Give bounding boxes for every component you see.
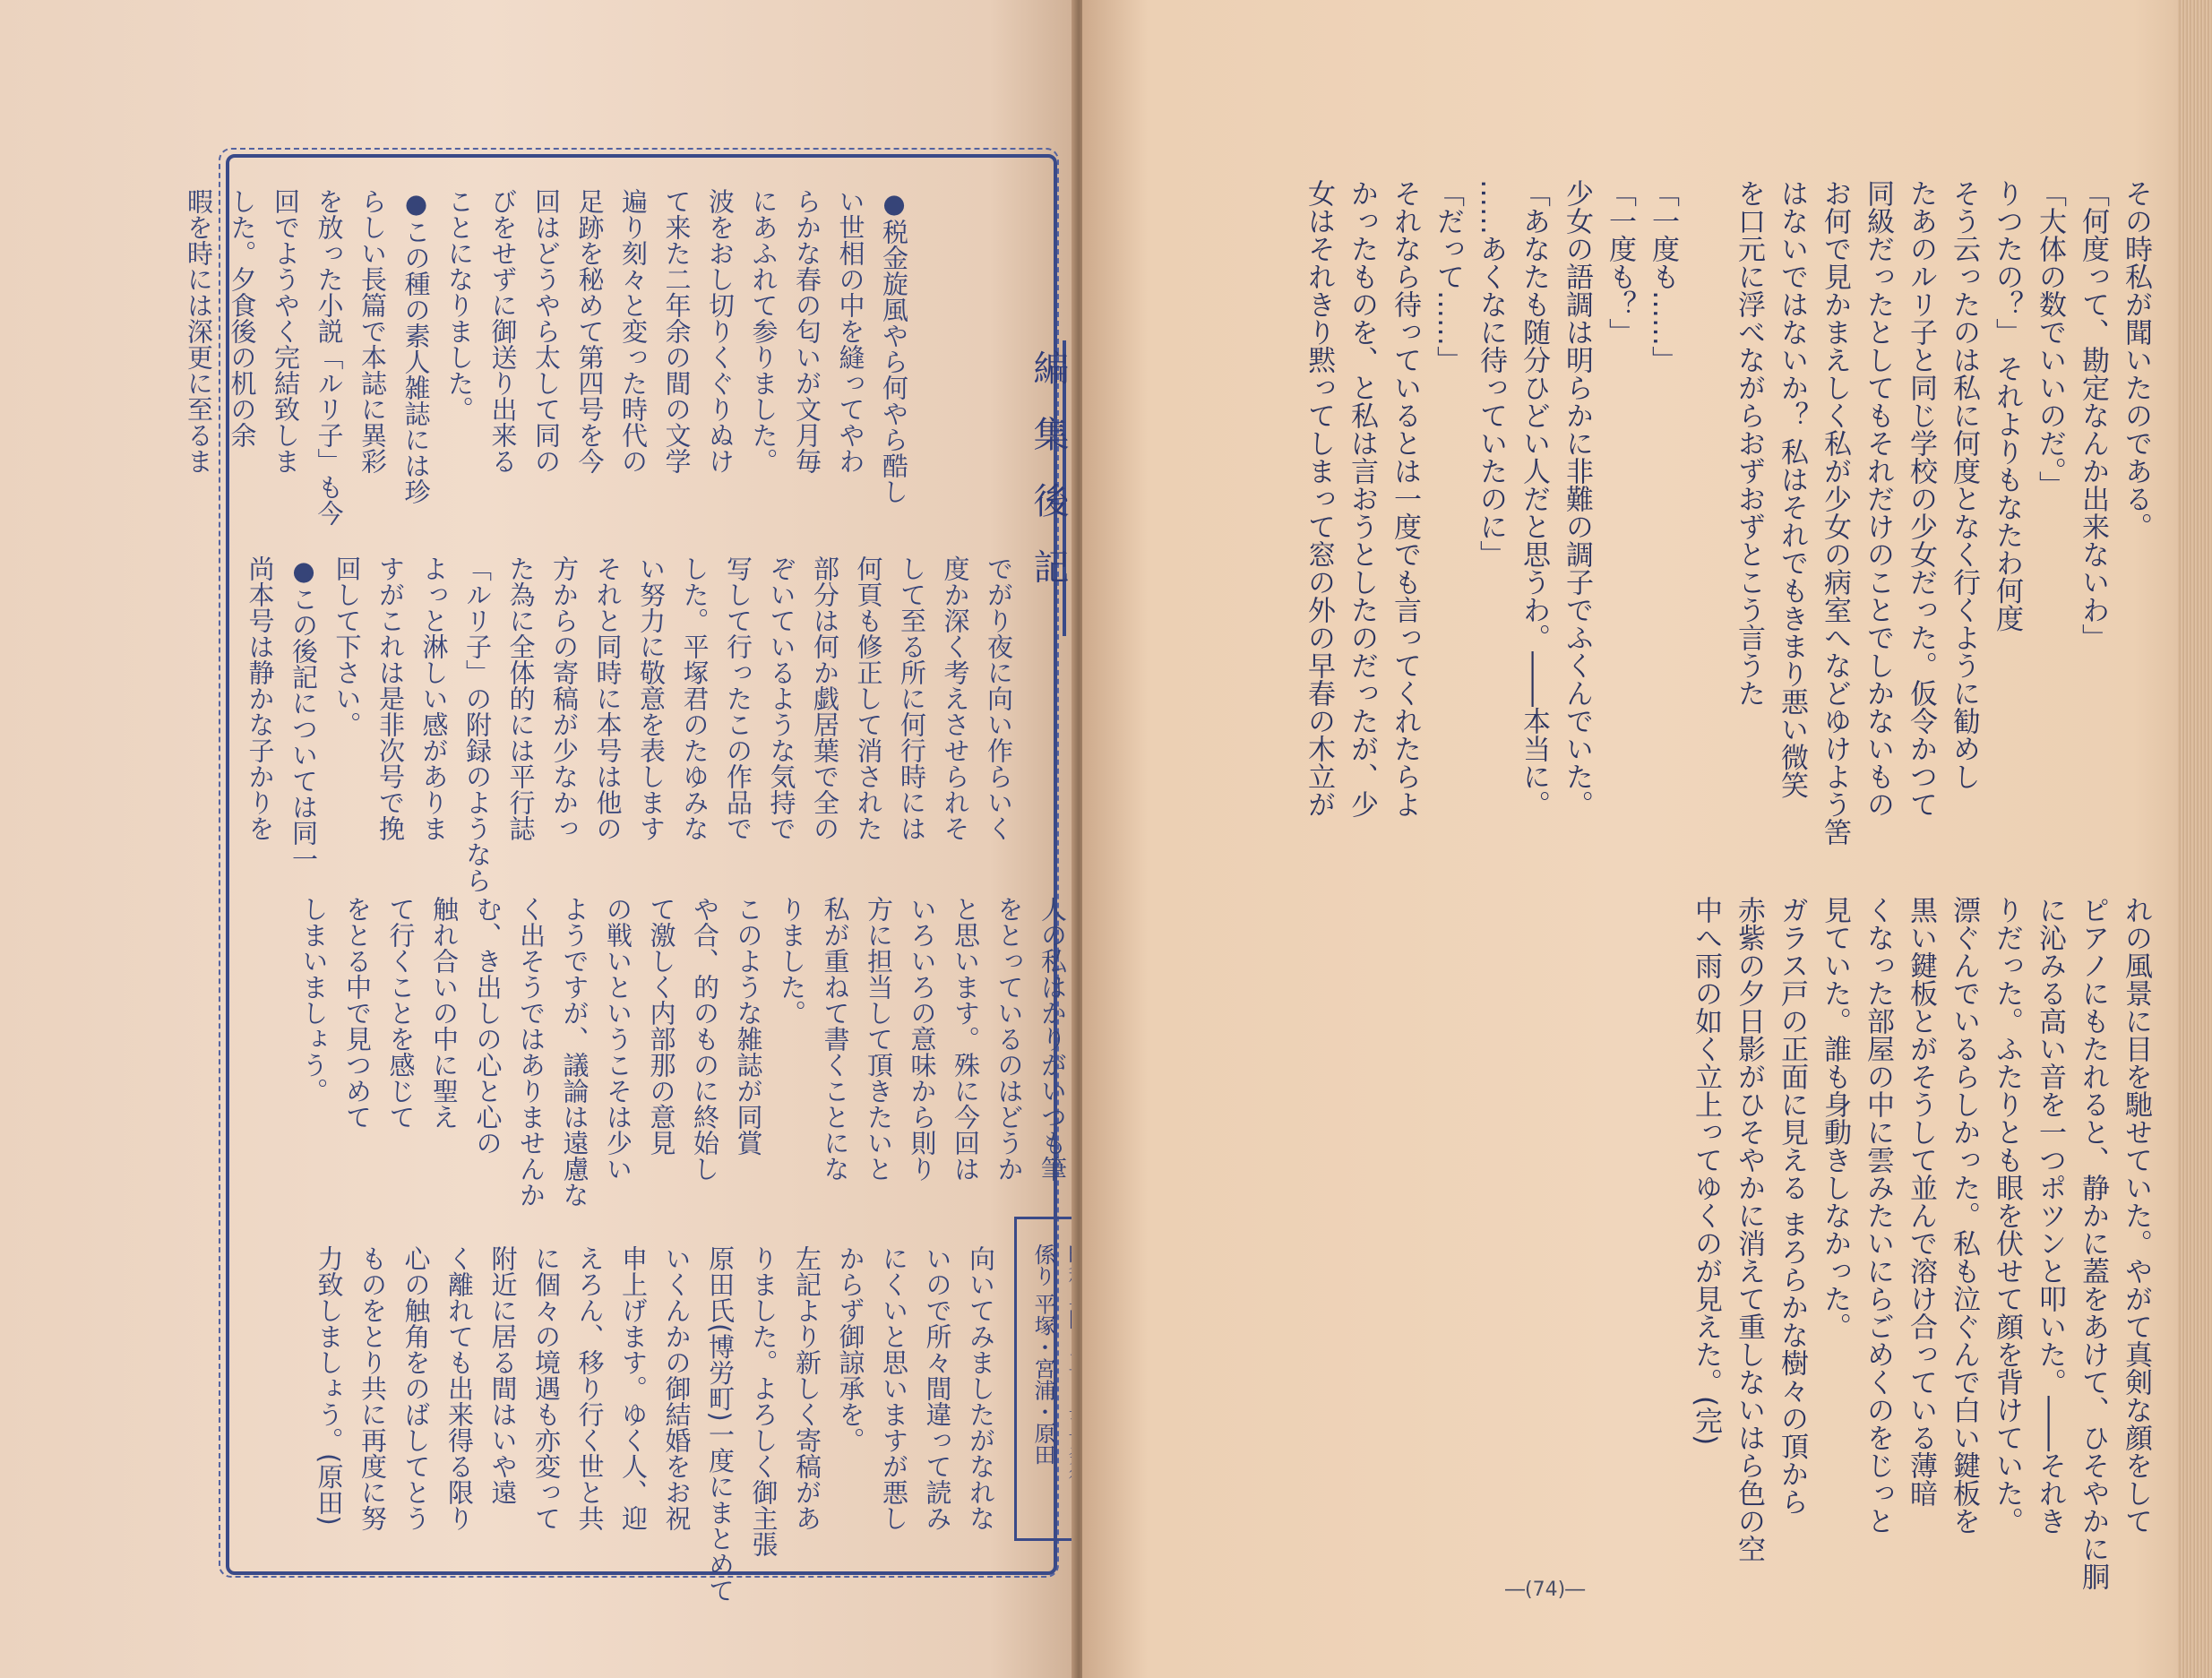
text-column: にくいと思いますが悪し bbox=[879, 1245, 909, 1531]
text-column: 同級だったとしてもそれだけのことでしかないもの bbox=[1862, 179, 1894, 818]
text-column: からず御諒承を。 bbox=[835, 1245, 866, 1453]
text-column: 触れ合いの中に聖え bbox=[429, 896, 460, 1130]
text-column: 何頁も修正して消された bbox=[853, 555, 884, 841]
text-column: その時私が聞いたのである。 bbox=[2120, 179, 2152, 540]
text-column: ようですが、議論は遠慮な bbox=[559, 896, 590, 1208]
text-column: たあのルリ子と同じ学校の少女だった。仮令かつて bbox=[1905, 179, 1937, 818]
text-column: ●この種の素人雑誌には珍 bbox=[400, 188, 432, 504]
text-column: 申上げます。ゆく人、迎 bbox=[618, 1245, 649, 1531]
text-column: く離れても出来得る限り bbox=[444, 1245, 475, 1531]
text-column: れの風景に目を馳せていた。やがて真剣な顔をして bbox=[2120, 896, 2152, 1535]
text-column: て激しく内部那の意見 bbox=[646, 896, 677, 1156]
text-column: 「一度も……」 bbox=[1647, 179, 1679, 374]
text-column: いろいろの意味から則り bbox=[907, 896, 938, 1182]
text-column: 「一度も？」 bbox=[1604, 179, 1636, 346]
text-column: らかな春の匂いが文月毎 bbox=[792, 188, 822, 474]
text-column: いくんかの御結婚をお祝 bbox=[661, 1245, 693, 1531]
text-column: 波をおし切りくぐりぬけ bbox=[705, 188, 736, 474]
text-column: て行くことを感じて bbox=[385, 896, 417, 1130]
text-column: 人の私はかりがいつも筆 bbox=[1037, 896, 1068, 1182]
text-column: 遍り刻々と変った時代の bbox=[618, 188, 649, 474]
text-column: 女はそれきり黙ってしまって窓の外の早春の木立が bbox=[1303, 179, 1335, 818]
text-column: 「大体の数でいいのだ。」 bbox=[2034, 179, 2066, 499]
text-column: いので所々間違って読み bbox=[922, 1245, 953, 1531]
text-column: このような雑誌が同賞 bbox=[733, 896, 764, 1156]
left-page bbox=[0, 0, 1075, 1678]
text-column: 見ていた。誰も身動きしなかった。 bbox=[1819, 896, 1851, 1340]
text-column: 黒い鍵板とがそうして並んで溶け合っている薄暗 bbox=[1905, 896, 1937, 1507]
text-column: と思います。殊に今回は bbox=[951, 896, 981, 1182]
text-column: 中へ雨の如く立上ってゆくのが見えた。(完) bbox=[1690, 896, 1722, 1446]
text-column: 左記より新しく寄稿があ bbox=[792, 1245, 822, 1531]
text-column: にあふれて参りました。 bbox=[748, 188, 779, 474]
text-column: 回はどうやら太して同の bbox=[531, 188, 562, 474]
text-column: ぞいているような気持で bbox=[766, 555, 797, 841]
text-column: 力致しましょう。(原田) bbox=[314, 1245, 345, 1526]
text-column: 回して下さい。 bbox=[331, 555, 363, 737]
text-column: 赤紫の夕日影がひそやかに消えて重しないはら色の空 bbox=[1733, 896, 1765, 1562]
text-column: りました。よろしく御主張 bbox=[748, 1245, 779, 1557]
text-column: すがこれは是非次号で挽 bbox=[375, 555, 406, 841]
text-column: 漂ぐんでいるらしかった。私も泣ぐんで白い鍵板を bbox=[1948, 896, 1980, 1535]
text-column: しまいましょう。 bbox=[298, 896, 330, 1104]
text-column: を口元に浮べながらおずおずとこう言うた bbox=[1733, 179, 1765, 707]
text-column: びをせずに御送り出来る bbox=[487, 188, 519, 474]
text-column: ものをとり共に再度に努 bbox=[357, 1245, 388, 1531]
text-column: に個々の境遇も亦変って bbox=[531, 1245, 562, 1531]
text-column: えろん、移り行く世と共 bbox=[574, 1245, 606, 1531]
text-column: い努力に敬意を表します bbox=[636, 555, 667, 841]
text-column: を放った小説「ルリ子」も今 bbox=[314, 188, 345, 526]
text-column: よっと淋しい感がありま bbox=[418, 555, 450, 841]
text-column: 写して行ったこの作品で bbox=[723, 555, 753, 841]
text-column: りつたの？」 それよりもなたわ何度 bbox=[1991, 179, 2023, 632]
text-column: ●この後記については同一 bbox=[288, 555, 319, 872]
text-column: 部分は何か戯居葉で全の bbox=[810, 555, 840, 841]
text-column: い世相の中を縫ってやわ bbox=[835, 188, 866, 474]
text-column: む、き出しの心と心の bbox=[472, 896, 504, 1156]
text-column: て来た二年余の間の文学 bbox=[661, 188, 693, 474]
colophon-editors: 係り 平塚・宮浦・原田 bbox=[1030, 1243, 1055, 1466]
text-column: 心の触角をのばしてとう bbox=[400, 1245, 432, 1531]
text-column: ガラス戸の正面に見える まろらかな樹々の頂から bbox=[1776, 896, 1808, 1516]
text-column: や合、的のものに終始し bbox=[690, 896, 720, 1182]
text-column: 向いてみましたがなれな bbox=[966, 1245, 996, 1531]
text-column: した。平塚君のたゆみな bbox=[679, 555, 710, 841]
text-column: に沁みる高い音を一つポツンと叩いた。――それき bbox=[2034, 896, 2066, 1535]
text-column: でがり夜に向い作らいく bbox=[984, 555, 1014, 841]
text-column: 尚本号は静かな子かりを bbox=[245, 555, 276, 841]
text-column: 「ルリ子」の附録のようなら bbox=[462, 555, 493, 893]
text-column: くなった部屋の中に雲みたいにらごめくのをじっと bbox=[1862, 896, 1894, 1535]
page-edges bbox=[2177, 0, 2212, 1678]
text-column: ピアノにもたれると、静かに蓋をあけて、ひそやかに胴 bbox=[2077, 896, 2109, 1590]
text-column: そう云ったのは私に何度となく行くように勧めし bbox=[1948, 179, 1980, 790]
text-column: 回でようやく完結致しま bbox=[271, 188, 301, 474]
text-column: 私が重ねて書くことにな bbox=[820, 896, 851, 1182]
text-column: それなら待っているとは一度でも言ってくれたらよ bbox=[1389, 179, 1421, 818]
text-column: 足跡を秘めて第四号を今 bbox=[574, 188, 606, 474]
text-column: 暇を時には深更に至るま bbox=[184, 188, 214, 474]
text-column: して至る所に何行時には bbox=[897, 555, 927, 841]
text-column: りました。 bbox=[777, 896, 807, 1026]
text-column: 「あなたも随分ひどい人だと思うわ。――本当に。 bbox=[1518, 179, 1550, 818]
text-column: 附近に居る間はいや遠 bbox=[487, 1245, 519, 1505]
text-column: お何で見かまえしく私が少女の病室へなどゆけよう筈 bbox=[1819, 179, 1851, 846]
editors-note-title: 編集後記 bbox=[1028, 349, 1069, 615]
text-column: た為に全体的には平行誌 bbox=[505, 555, 537, 841]
text-column: の戦いというこそは少い bbox=[603, 896, 633, 1182]
text-column: 「だって……」 bbox=[1432, 179, 1464, 374]
page-number: ―(74)― bbox=[1505, 1579, 1586, 1601]
text-column: 度か深く考えさせられそ bbox=[940, 555, 971, 841]
text-column: らしい長篇で本誌に異彩 bbox=[357, 188, 388, 474]
text-column: ●税金旋風やら何やら酷し bbox=[879, 188, 909, 504]
text-column: 少女の語調は明らかに非難の調子でふくんでいた。 bbox=[1561, 179, 1593, 818]
text-column: ことになりました。 bbox=[444, 188, 475, 422]
text-column: をとっているのはどうか bbox=[994, 896, 1025, 1182]
right-page bbox=[1082, 0, 2177, 1678]
text-column: 方からの寄稿が少なかっ bbox=[549, 555, 580, 841]
text-column: かったものを、と私は言おうとしたのだったが、少 bbox=[1346, 179, 1378, 818]
text-column: 方に担当して頂きたいと bbox=[864, 896, 894, 1182]
text-column: した。夕食後の机の余 bbox=[227, 188, 258, 448]
text-column: をとる中で見つめて bbox=[342, 896, 373, 1130]
text-column: それと同時に本号は他の bbox=[592, 555, 624, 841]
text-column: 原田氏(博労町)一度にまとめて bbox=[705, 1245, 736, 1604]
text-column: ……あくなに待っていたのに」 bbox=[1475, 179, 1507, 568]
text-column: く出そうではありませんか bbox=[516, 896, 547, 1208]
text-column: はないではないか？ 私はそれでもきまり悪い微笑 bbox=[1776, 179, 1808, 799]
text-column: 「何度って、勘定なんか出来ないわ」 bbox=[2077, 179, 2109, 651]
text-column: りだった。ふたりとも眼を伏せて顔を背けていた。 bbox=[1991, 896, 2023, 1535]
